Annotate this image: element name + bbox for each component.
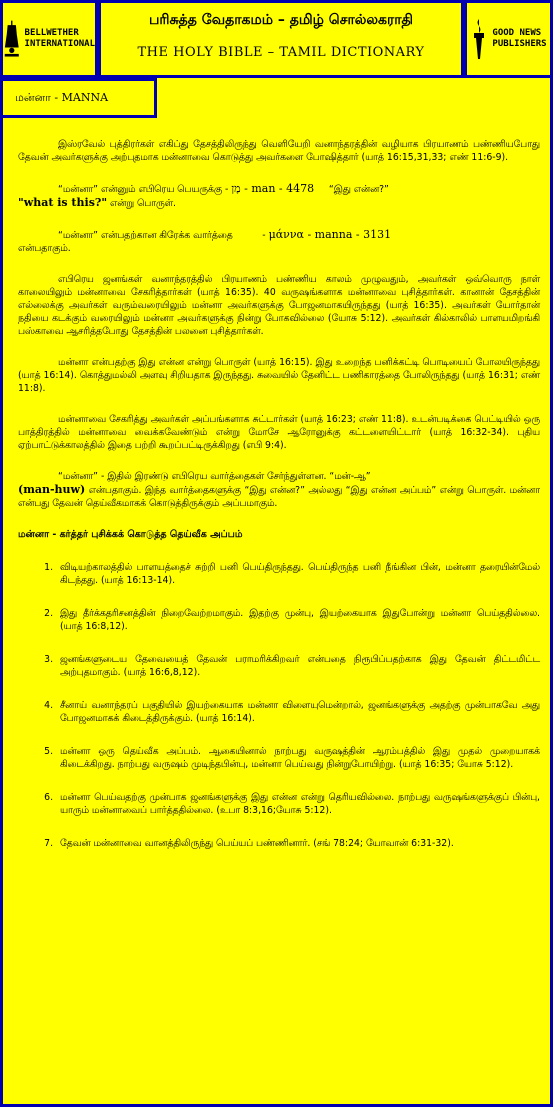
paragraph-baking: மன்னாவை சேகரித்து அவர்கள் அப்பங்களாக சுட்டார்கள் (யாத் 16:23; எண் 11:8). உடன்படிக்கை பெட்டியில் ஒரு பாத்திரத்தில் மன்னாவை வைக்கவேண்டும் என்று மோசே ஆரோனுக்கு கட்டளையிட்டார் (யாத் 16:32-34). புதிய ஏற்பாட்டுக்காலத்தில் இதை பற்றி கூறப்பட்டிருக்கிறது (எபி 9:4). bbox=[18, 414, 540, 451]
greek-strongs: - manna - 3131 bbox=[303, 228, 392, 241]
section-title: மன்னா - MANNA bbox=[15, 91, 109, 104]
paragraph-appearance: மன்னா என்பதற்கு இது என்ன என்று பொருள் (யாத் 16:15). இது உறைந்த பனிக்கட்டி பொடியைப் போலயிருந்தது (யாத் 16:14). கொத்துமல்லி அளவு சிறியதாக இருந்தது. சுவையில் தேனிட்ட பணிகாரத்தை போலிருந்தது (யாத் 16:31; எண் 11:8). bbox=[18, 357, 540, 394]
greek-word: μάννα bbox=[268, 228, 304, 241]
bellwether-logo bbox=[0, 0, 98, 78]
etymology-rest: என்பதாகும். இந்த வார்த்தைகளுக்கு “இது என்ன?” அல்லது “இது என்ன அப்பம்” என்று பொருள். மன்னா என்பது தேவன் தெய்வீகமாகக் கொடுத்திருக்கும் அப்பமாகும். bbox=[18, 485, 540, 509]
hebrew-lead: “மன்னா” என்னும் எபிரெய பெயருக்கு - bbox=[58, 184, 232, 195]
page-title-tamil: பரிசுத்த வேதாகமம் – தமிழ் சொல்லகராதி bbox=[149, 12, 413, 28]
list-item: 4. சீனாய் வனாந்தரப் பகுதியில் இயற்கையாக மன்னா விளையுமென்றால், ஜனங்களுக்கு அதற்கு முன்பாகவே அது போஜனமாகக் கிடைத்திருக்கும். (யாத் 16:14). bbox=[56, 699, 540, 725]
paragraph-hebrew-meaning bbox=[18, 182, 540, 210]
list-item: 3. ஜனங்களுடைய தேவையைத் தேவன் பராமரிக்கிறவர் என்பதை நிரூபிப்பதற்காக இது தேவன் திட்டமிட்ட அற்புதமாகும். (யாத் 16:6,8,12). bbox=[56, 653, 540, 679]
paragraph-wilderness: எபிரெய ஜனங்கள் வனாந்தரத்தில் பிரயாணம் பண்ணிய காலம் முழுவதும், அவர்கள் ஒவ்வொரு நாள் காலையிலும் மன்னாவை சேகரித்தார்கள் (யாத் 16:35). 40 வருஷங்களாக மன்னாவை புசித்தார்கள். கானான் தேசத்தின் எல்லைக்கு அவர்கள் வரும்வரையிலும் மன்னா அவர்களுக்கு போஜனமாகயிருந்தது (யாத் 16:35). அவர்கள் யோர்தான் நதியை கடக்கும் வரையிலும் மன்னா அவர்களுக்கு நின்று போகவில்லை (யோசு 5:12). அவர்கள் கில்காலில் பாளயமிறங்கி பஸ்காவை ஆசரித்தபோது தேசத்தின் பலனை புசித்தார்கள். bbox=[18, 274, 540, 337]
what-is-this-tamil: “இது என்ன?” bbox=[328, 184, 389, 195]
good-news-logo bbox=[464, 0, 553, 78]
hebrew-word: מָן bbox=[231, 182, 241, 195]
paragraph-intro: இஸ்ரவேல் புத்திரர்கள் எகிப்து தேசத்திலிருந்து வெளியேறி வனாந்தரத்தின் வழியாக பிரயாணம் பண்ணியபோது தேவன் அவர்களுக்கு அற்புதமாக மன்னாவை கொடுத்து அவர்களை போஷித்தார் (யாத் 16:15,31,33; எண் 11:6-9). bbox=[18, 139, 540, 163]
list-item: 5. மன்னா ஒரு தெய்வீக அப்பம். ஆகையினால் நாற்பது வருஷத்தின் ஆரம்பத்தில் இது முதல் முறையாகக் கிடைக்கிறது. நாற்பது வருஷம் முடிந்தபின்பு, மன்னா பெய்வது நின்றுபோயிற்று. (யாத் 16:35; யோசு 5:12). bbox=[56, 745, 540, 771]
etymology-transliteration: (man-huw) bbox=[18, 483, 86, 496]
paragraph-greek-meaning: “மன்னா” என்பதற்கான கிரேக்க வார்த்தை - μάννα - manna - 3131 என்பதாகும். bbox=[18, 228, 392, 254]
bellwether-logo-text: BELLWETHER INTERNATIONAL bbox=[24, 28, 95, 49]
list-heading: மன்னா - கர்த்தர் புசிக்கக் கொடுத்த தெய்வீக அப்பம் bbox=[18, 529, 243, 540]
hebrew-meaning-end: என்று பொருள். bbox=[107, 198, 177, 209]
greek-lead: “மன்னா” என்பதற்கான கிரேக்க வார்த்தை bbox=[58, 230, 233, 241]
paragraph-etymology bbox=[18, 470, 540, 510]
hebrew-strongs: - man - 4478 bbox=[240, 182, 315, 195]
page-title-english: THE HOLY BIBLE – TAMIL DICTIONARY bbox=[137, 45, 425, 60]
article-body bbox=[18, 138, 540, 870]
facts-list bbox=[18, 561, 540, 850]
list-item: 1. விடியற்காலத்தில் பாளயத்தைச் சுற்றி பனி பெய்திருந்தது. பெய்திருந்த பனி நீங்கின பின், மன்னா தரையின்மேல் கிடந்தது. (யாத் 16:13-14). bbox=[56, 561, 540, 587]
list-item: 7. தேவன் மன்னாவை வானத்திலிருந்து பெய்யப் பண்ணினார். (சங் 78:24; யோவான் 6:31-32). bbox=[56, 837, 540, 850]
section-tab bbox=[0, 78, 157, 118]
torch-icon bbox=[470, 17, 488, 61]
list-item: 6. மன்னா பெய்வதற்கு முன்பாக ஜனங்களுக்கு இது என்ன என்று தெரியவில்லை. நாற்பது வருஷங்களுக்குப் பின்பு, யாரும் மன்னாவைப் பார்த்ததில்லை. (உபா 8:3,16;யோசு 5:12). bbox=[56, 791, 540, 817]
title-box bbox=[98, 0, 464, 78]
bell-icon bbox=[3, 16, 21, 62]
greek-meaning-end: என்பதாகும். bbox=[18, 243, 71, 254]
what-is-this-english: "what is this?" bbox=[18, 196, 108, 209]
list-item: 2. இது தீர்க்கதரிசனத்தின் நிறைவேற்றமாகும். இதற்கு முன்பு, இயற்கையாக இதுபோன்று மன்னா பெய்ததில்லை. (யாத் 16:8,12). bbox=[56, 607, 540, 633]
good-news-logo-text: GOOD NEWS PUBLISHERS bbox=[492, 28, 547, 49]
etymology-lead: “மன்னா” - இதில் இரண்டு எபிரெய வார்த்தைகள் சேர்ந்துள்ளன. “மன்-ஆ” bbox=[58, 471, 371, 482]
